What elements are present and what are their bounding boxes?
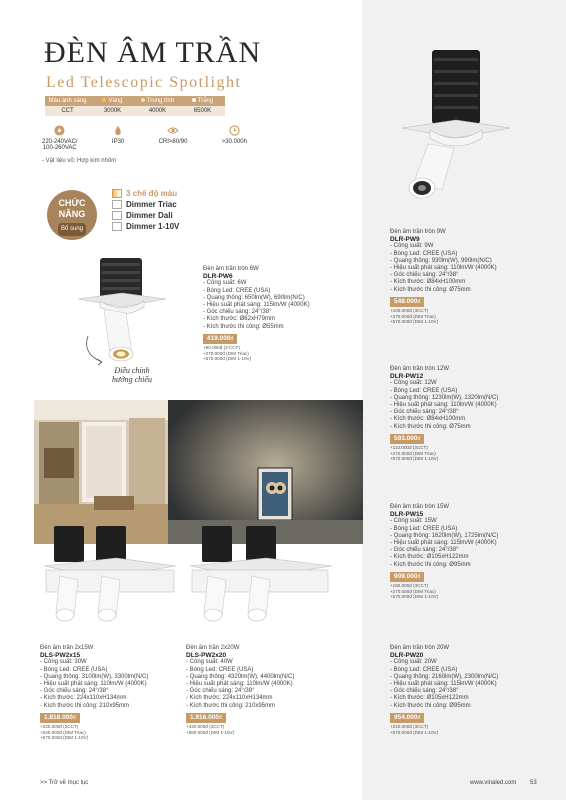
spec-line: - Kích thước thi công: Ø55mm (203, 323, 284, 330)
spec-line: - Kích thước: Ø84xH100mm (390, 279, 466, 286)
mode-item: Dimmer Dali (112, 210, 179, 221)
dimmer-icon (112, 222, 122, 231)
spec-line: - Góc chiếu sáng: 24°/38° (203, 309, 272, 316)
spec-line: - Bóng Led: CREE (USA) (203, 287, 271, 294)
product-pw12 (390, 366, 560, 462)
mode-item: Dimmer 1-10V (112, 221, 179, 232)
spec-line: - Công suất: 9W (390, 243, 434, 250)
color-table-header-cell: Trắng (180, 96, 225, 106)
color-table-header-cell: Màu ánh sáng (48, 98, 87, 104)
spec-cri-label: CRI>80/90 (158, 139, 188, 145)
product-name: Đèn âm trần tròn 9W (390, 229, 446, 235)
price-option: +270.000đ (DIM Triac) (390, 450, 436, 456)
spec-line: - Công suất: 30W (40, 659, 87, 666)
price-option: +210.000đ (3CCT) (390, 724, 429, 730)
product-pw2x20 (186, 645, 336, 735)
spec-voltage (42, 124, 78, 151)
feature-badge (47, 190, 97, 240)
price-option: +570.000đ (DIM 1-10V) (40, 735, 89, 741)
water-drop-icon (112, 124, 124, 136)
spec-lifetime (222, 124, 247, 151)
feature-badge-line1: CHỨC (58, 198, 86, 208)
spec-line: - Kích thước thi công: 210x95mm (186, 702, 275, 709)
spec-line: - Công suất: 20W (390, 659, 437, 666)
spec-line: - Hiệu suất phát sáng: 110lm/W (4000K) (40, 681, 147, 688)
spec-line: - Công suất: 15W (390, 518, 437, 525)
adjust-direction-note: Điều chỉnh hướng chiếu (112, 366, 152, 384)
price-badge: 909.000đ (390, 572, 424, 582)
cool-dot-icon (192, 98, 196, 102)
mode-item: Dimmer Triac (112, 199, 179, 210)
product-code: DLR-PW15 (390, 511, 424, 519)
spec-line: - Kích thước: 224x110xH134mm (40, 695, 127, 702)
spec-line: - Hiệu suất phát sáng: 110lm/W (4000K) (390, 265, 497, 272)
price-option: +320.000đ (3CCT) (40, 724, 79, 730)
spec-line: - Kích thước thi công: 210x95mm (40, 702, 129, 709)
eye-icon (167, 124, 179, 136)
product-name: Đèn âm trần tròn 12W (390, 366, 450, 372)
price-option: +570.000đ (DIM 1-10V) (390, 729, 439, 735)
back-to-index-link[interactable]: >> Trở về mục lục (40, 780, 89, 786)
price-option: +570.000đ (DIM 1-10V) (390, 319, 439, 325)
product-name: Đèn âm trần tròn 15W (390, 504, 450, 510)
color-table-header-row (45, 96, 225, 106)
product-code: DLS-PW2x15 (40, 652, 81, 660)
price-badge: 419.000đ (203, 334, 237, 344)
color-table-value-row (45, 106, 225, 116)
spec-line: - Bóng Led: CREE (USA) (390, 666, 458, 673)
dimmer-icon (112, 200, 122, 209)
product-pw9 (390, 229, 560, 325)
spec-line: - Kích thước thi công: Ø75mm (390, 286, 471, 293)
spec-line: - Góc chiếu sáng: 24°/38° (390, 547, 459, 554)
product-pw6 (203, 266, 353, 362)
price-option: +270.000đ (DIM Triac) (390, 588, 436, 594)
product-code: DLR-PW9 (390, 236, 420, 244)
spec-line: - Kích thước thi công: Ø95mm (390, 561, 471, 568)
price-option: +880.000đ (DIM 1-10V) (186, 729, 235, 735)
price-option: +570.000đ (DIM 1-10V) (390, 594, 439, 600)
spec-cri (159, 124, 188, 151)
product-pw2x15 (40, 645, 180, 741)
lightning-icon (54, 124, 66, 136)
pw2x15-product-image (40, 520, 180, 625)
warm-dot-icon (102, 98, 106, 102)
price-option: +270.000đ (DIM Triac) (390, 313, 436, 319)
spec-line: - Hiệu suất phát sáng: 110lm/W (4000K) (390, 402, 497, 409)
page-title: ĐÈN ÂM TRẦN (44, 36, 262, 69)
spec-line: - Hiệu suất phát sáng: 110lm/W (4000K) (186, 681, 293, 688)
spec-line: - Hiệu suất phát sáng: 115lm/W (4000K) (390, 540, 497, 547)
spec-ip-label: IP30 (111, 139, 125, 145)
spec-line: - Bóng Led: CREE (USA) (186, 666, 254, 673)
price-option: +100.000đ (3CCT) (390, 308, 429, 314)
spec-line: - Kích thước: Ø105xH122mm (390, 695, 469, 702)
spec-line: - Quang thông: 650lm(W), 690lm(N/C) (203, 294, 305, 301)
spec-line: - Góc chiếu sáng: 24°/38° (390, 272, 459, 279)
price-option: +570.000đ (DIM 1-10V) (203, 356, 252, 362)
price-badge: 548.000đ (390, 297, 424, 307)
spec-line: - Hiệu suất phát sáng: 115lm/W (4000K) (203, 302, 310, 309)
color-table-value-cell: 3000K (103, 108, 122, 114)
spec-ip (112, 124, 124, 151)
spec-line: - Hiệu suất phát sáng: 115lm/W (4000K) (390, 681, 497, 688)
product-code: DLR-PW6 (203, 273, 233, 281)
clock-icon (228, 124, 240, 136)
spec-line: - Kích thước: Ø105xH122mm (390, 554, 469, 561)
spec-line: - Bóng Led: CREE (USA) (40, 666, 108, 673)
spec-icons-row (42, 124, 247, 151)
product-name: Đèn âm trần 2x15W (40, 645, 94, 651)
mode-item: 3 chế độ màu (112, 188, 179, 199)
spec-line: - Bóng Led: CREE (USA) (390, 250, 458, 257)
color-mode-icon (112, 189, 122, 198)
color-table-value-cell: 4000K (148, 108, 167, 114)
price-badge: 593.000đ (390, 434, 424, 444)
price-option: +90.000đ (3 CCT) (203, 345, 240, 351)
price-badge: 1.916.000đ (186, 713, 226, 723)
color-temperature-table (45, 96, 225, 116)
price-option: +110.000đ (3CCT) (390, 445, 428, 451)
product-name: Đèn âm trần 2x20W (186, 645, 240, 651)
price-badge: 954.000đ (390, 713, 424, 723)
spec-line: - Bóng Led: CREE (USA) (390, 525, 458, 532)
spec-line: - Công suất: 12W (390, 380, 437, 387)
feature-badge-sub: Bổ sung (58, 223, 86, 236)
neutral-dot-icon (141, 98, 145, 102)
spec-line: - Quang thông: 3100lm(W), 3300lm(N/C) (40, 673, 149, 680)
spec-line: - Góc chiếu sáng: 24°/38° (186, 688, 255, 695)
color-table-header-cell: Trung tính (135, 96, 180, 106)
spec-line: - Quang thông: 2160lm(W), 2300lm(N/C) (390, 673, 499, 680)
spec-line: - Kích thước: Ø84xH100mm (390, 416, 466, 423)
spec-line: - Kích thước: Ø62xH79mm (203, 316, 275, 323)
spec-line: - Công suất: 6W (203, 280, 247, 287)
dimmer-icon (112, 211, 122, 220)
color-table-value-cell: 6500K (193, 108, 212, 114)
spec-line: - Quang thông: 1230lm(W), 1320lm(N/C) (390, 394, 499, 401)
price-option: +420.000đ (3CCT) (186, 724, 225, 730)
pw2x20-product-image (186, 520, 336, 625)
product-code: DLS-PW2x20 (186, 652, 227, 660)
price-option: +540.000đ (DIM Triac) (40, 729, 86, 735)
spec-line: - Quang thông: 4320lm(W), 4400lm(N/C) (186, 673, 295, 680)
product-pw20 (390, 645, 560, 735)
spec-line: - Kích thước: 224x110xH134mm (186, 695, 273, 702)
product-pw15 (390, 504, 560, 600)
spec-line: - Bóng Led: CREE (USA) (390, 387, 458, 394)
spec-line: - Công suất: 40W (186, 659, 233, 666)
price-option: +270.000đ (DIM Triac) (203, 350, 249, 356)
product-code: DLR-PW12 (390, 373, 424, 381)
rotate-arrow-icon (80, 328, 140, 368)
spec-line: - Góc chiếu sáng: 24°/38° (390, 409, 459, 416)
color-table-value-cell: CCT (61, 108, 74, 114)
page-subtitle: Led Telescopic Spotlight (46, 74, 242, 91)
material-note: - Vật liệu vỏ: Hợp kim nhôm (42, 158, 117, 164)
spec-line: - Góc chiếu sáng: 24°/38° (40, 688, 109, 695)
spec-voltage-label: 220-240VAC/ 100-260VAC (42, 139, 78, 151)
pw9-product-image (392, 48, 512, 213)
product-name: Đèn âm trần tròn 20W (390, 645, 450, 651)
spec-line: - Quang thông: 930lm(W), 990lm(N/C) (390, 257, 492, 264)
spec-lifetime-label: >30.000h (221, 139, 247, 145)
feature-badge-line2: NĂNG (58, 209, 86, 219)
page-number: 53 (530, 780, 537, 786)
website-link[interactable]: www.vinaled.com (470, 780, 517, 786)
product-code: DLR-PW20 (390, 652, 424, 660)
price-badge: 1.818.000đ (40, 713, 80, 723)
spec-line: - Kích thước thi công: Ø95mm (390, 702, 471, 709)
modes-list (112, 188, 179, 232)
footer-website (470, 780, 537, 786)
color-table-header-cell: Vàng (90, 96, 135, 106)
spec-line: - Quang thông: 1620lm(W), 1725lm(N/C) (390, 532, 499, 539)
spec-line: - Góc chiếu sáng: 24°/38° (390, 688, 459, 695)
spec-line: - Kích thước thi công: Ø75mm (390, 423, 471, 430)
price-option: +160.000đ (3CCT) (390, 583, 429, 589)
price-option: +570.000đ (DIM 1-10V) (390, 456, 439, 462)
product-name: Đèn âm trần tròn 6W (203, 266, 259, 272)
